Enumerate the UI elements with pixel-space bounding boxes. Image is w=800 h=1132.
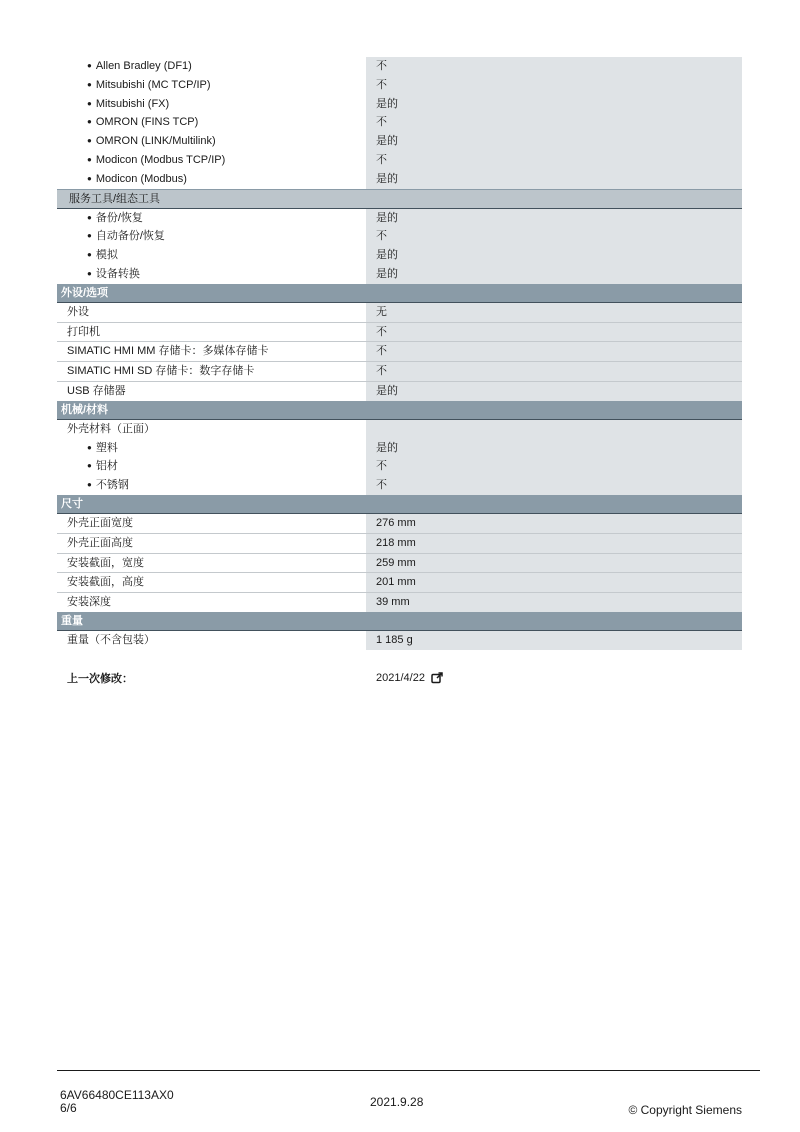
- spec-row: [57, 76, 742, 95]
- spec-row: [57, 593, 742, 612]
- spec-label: 安装截面，宽度: [67, 556, 144, 569]
- section-header-service-tools: 服务工具/组态工具: [57, 189, 742, 209]
- spec-label: ● Mitsubishi (MC TCP/IP): [57, 76, 366, 95]
- spec-row: [57, 227, 742, 246]
- spec-label: 重量（不含包装）: [67, 633, 155, 646]
- spec-value: 是的: [366, 246, 742, 265]
- spec-value-empty: [366, 420, 742, 439]
- footer-date: 2021.9.28: [370, 1095, 424, 1109]
- spec-label: ● 模拟: [57, 246, 366, 265]
- spec-value: 是的: [366, 382, 742, 401]
- spec-row: [57, 246, 742, 265]
- spec-row: [57, 342, 742, 362]
- copyright: © Copyright Siemens: [628, 1103, 742, 1117]
- spec-value: 是的: [366, 265, 742, 284]
- spec-label: SIMATIC HMI MM 存储卡：多媒体存储卡: [67, 345, 269, 358]
- spec-row: [57, 476, 742, 495]
- spec-label: ● OMRON (FINS TCP): [57, 113, 366, 132]
- spec-label: ● 设备转换: [57, 265, 366, 284]
- spec-row: [57, 132, 742, 151]
- spec-value: 不: [366, 476, 742, 495]
- spec-row: [57, 514, 742, 534]
- spec-row: [57, 113, 742, 132]
- spec-row: [57, 573, 742, 593]
- section-header-peripherals: 外设/选项: [57, 284, 742, 303]
- datasheet-table: [57, 57, 742, 686]
- spec-label: 打印机: [67, 325, 100, 338]
- spec-row: [57, 631, 742, 650]
- spec-group-row: [57, 420, 742, 439]
- spec-label: ● Modicon (Modbus TCP/IP): [57, 151, 366, 170]
- spec-label: ● OMRON (LINK/Multilink): [57, 132, 366, 151]
- spec-value: 不: [366, 151, 742, 170]
- spec-value: 是的: [366, 95, 742, 114]
- spec-row: [57, 554, 742, 574]
- spec-label: ● Mitsubishi (FX): [57, 95, 366, 114]
- spec-value: 不: [366, 342, 742, 361]
- spec-value: 218 mm: [366, 534, 742, 553]
- spec-row: [57, 457, 742, 476]
- spec-value: 无: [366, 303, 742, 322]
- spec-value: 不: [366, 323, 742, 342]
- spec-value: 1 185 g: [366, 631, 742, 650]
- spec-value: 是的: [366, 209, 742, 228]
- spec-value: 276 mm: [366, 514, 742, 533]
- spec-value: 是的: [366, 439, 742, 458]
- section-header-mechanics: 机械/材料: [57, 401, 742, 420]
- spec-value: 不: [366, 227, 742, 246]
- spec-value: 是的: [366, 170, 742, 189]
- spec-label: 外壳正面高度: [67, 536, 133, 549]
- spec-row: [57, 170, 742, 189]
- spec-label: 外壳正面宽度: [67, 516, 133, 529]
- spec-label: USB 存储器: [67, 384, 126, 397]
- spec-label: ● 塑料: [57, 439, 366, 458]
- spec-value: 不: [366, 57, 742, 76]
- article-number: 6AV66480CE113AX0: [60, 1088, 174, 1102]
- spec-label: 外设: [67, 305, 89, 318]
- spec-row: [57, 323, 742, 343]
- spec-row: [57, 439, 742, 458]
- spec-value: 不: [366, 457, 742, 476]
- page-number: 6/6: [60, 1101, 77, 1115]
- last-modified-label: 上一次修改：: [67, 672, 133, 685]
- last-modified-row: [57, 670, 742, 686]
- spec-value: 201 mm: [366, 573, 742, 592]
- spec-label: 安装截面，高度: [67, 576, 144, 589]
- spec-row: [57, 265, 742, 284]
- spec-label: 安装深度: [67, 596, 111, 609]
- spec-value: 39 mm: [366, 593, 742, 612]
- spec-row: [57, 95, 742, 114]
- spec-row: [57, 362, 742, 382]
- page-footer: [57, 1070, 760, 1121]
- spec-row: [57, 303, 742, 323]
- last-modified-date: 2021/4/22: [376, 671, 425, 684]
- spec-value: 是的: [366, 132, 742, 151]
- spec-label: ● 备份/恢复: [57, 209, 366, 228]
- spec-row: [57, 209, 742, 228]
- spec-row: [57, 151, 742, 170]
- spec-label: SIMATIC HMI SD 存储卡：数字存储卡: [67, 365, 255, 378]
- section-header-dimensions: 尺寸: [57, 495, 742, 514]
- spec-row: [57, 57, 742, 76]
- external-link-icon[interactable]: [431, 672, 443, 684]
- section-header-weight: 重量: [57, 612, 742, 631]
- spec-label: ● Allen Bradley (DF1): [57, 57, 366, 76]
- spec-value: 不: [366, 362, 742, 381]
- spec-value: 不: [366, 76, 742, 95]
- spec-label: ● 铝材: [57, 457, 366, 476]
- spec-group-label: 外壳材料（正面）: [67, 422, 155, 435]
- spec-value: 259 mm: [366, 554, 742, 573]
- spec-value: 不: [366, 113, 742, 132]
- spec-label: ● 不锈钢: [57, 476, 366, 495]
- spec-row: [57, 534, 742, 554]
- spec-label: ● Modicon (Modbus): [57, 170, 366, 189]
- spec-row: [57, 382, 742, 401]
- spec-label: ● 自动备份/恢复: [57, 227, 366, 246]
